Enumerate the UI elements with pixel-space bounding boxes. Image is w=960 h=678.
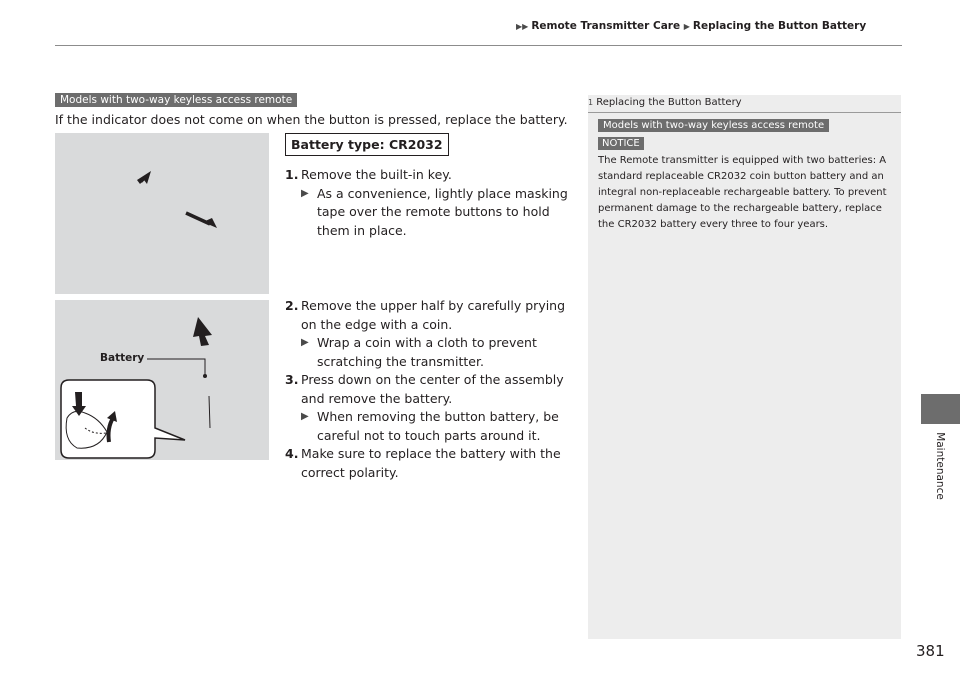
sidebar-title: [588, 97, 742, 108]
page-number: 381: [916, 642, 945, 660]
figure-remove-battery-drawing: [55, 300, 269, 460]
step-number: 1.: [285, 167, 299, 182]
note-arrow-icon: ▶: [301, 337, 309, 348]
sidebar-text: The Remote transmitter is equipped with two batteries: A standard replaceable CR2032 coin button battery and an integral non-replaceable rechargeable battery. To prevent permanent damage to the rechargeable battery, replace the CR2032 battery every three to four years.: [598, 155, 887, 230]
figure-remove-battery: [55, 300, 269, 460]
step-note-text: Wrap a coin with a cloth to prevent scratching the transmitter.: [317, 335, 537, 369]
step-3: [285, 371, 575, 408]
step-note-text: As a convenience, lightly place masking tape over the remote buttons to hold them in place.: [317, 185, 568, 238]
sidebar-rule: [588, 112, 901, 113]
step-number: 4.: [285, 446, 299, 461]
figure-label-battery: Battery: [100, 352, 145, 364]
breadcrumb: [516, 20, 866, 32]
note-arrow-icon: ▶: [301, 187, 309, 199]
step-2-note: [285, 334, 575, 371]
intro-text: If the indicator does not come on when the button is pressed, replace the battery.: [55, 112, 568, 127]
step-text: Press down on the center of the assembly and remove the battery.: [301, 372, 564, 406]
step-4: [285, 445, 575, 482]
breadcrumb-arrow-icon: ▶▶: [516, 22, 529, 31]
breadcrumb-item-remote-transmitter-care[interactable]: Remote Transmitter Care: [531, 20, 681, 32]
battery-type-box: Battery type: CR2032: [285, 133, 449, 156]
model-tag: Models with two-way keyless access remote: [55, 93, 297, 107]
steps-group-2: [285, 297, 575, 482]
step-text: Make sure to replace the battery with the correct polarity.: [301, 446, 561, 480]
sidebar-model-tag: Models with two-way keyless access remote: [598, 119, 829, 132]
step-text: Remove the built-in key.: [301, 167, 452, 182]
steps-group-1: [285, 166, 575, 240]
step-3-note: [285, 408, 575, 445]
header-rule: [55, 45, 902, 46]
step-number: 3.: [285, 372, 299, 387]
sidebar-title-text: Replacing the Button Battery: [596, 97, 742, 108]
callout-bubble: [61, 380, 185, 458]
notice-badge: NOTICE: [598, 137, 644, 150]
step-1: [285, 166, 575, 185]
breadcrumb-item-replacing-button-battery[interactable]: Replacing the Button Battery: [692, 20, 867, 32]
step-1-note: [285, 185, 575, 241]
step-note-text: When removing the button battery, be careful not to touch parts around it.: [317, 409, 559, 443]
figure-remove-key: [55, 133, 269, 294]
section-label: Maintenance: [934, 432, 946, 500]
breadcrumb-arrow-icon: ▶: [683, 22, 690, 31]
section-tab: [921, 394, 960, 424]
figure-remove-key-drawing: [55, 133, 269, 294]
step-2: [285, 297, 575, 334]
arrow-down-icon: [193, 317, 212, 346]
reference-marker-icon: 1: [588, 98, 594, 107]
note-arrow-icon: ▶: [301, 411, 309, 422]
step-text: Remove the upper half by carefully prying on the edge with a coin.: [301, 298, 566, 332]
step-number: 2.: [285, 298, 299, 313]
